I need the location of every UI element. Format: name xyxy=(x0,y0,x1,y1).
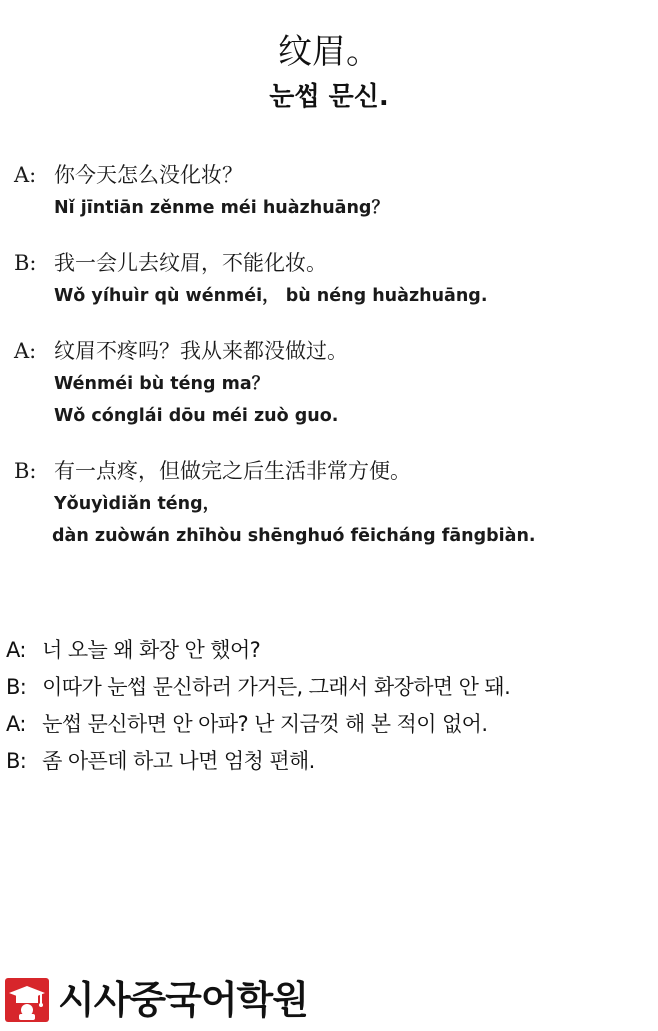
pinyin-line: Wǒ cónglái dōu méi zuò guo. xyxy=(54,406,339,426)
chinese-line xyxy=(14,158,604,192)
title-chinese: 纹眉。 xyxy=(278,32,380,72)
speaker-label: B: xyxy=(14,251,37,275)
chinese-text: 纹眉不疼吗？我从来都没做过。 xyxy=(54,339,348,363)
chinese-line xyxy=(14,246,604,280)
academy-logo xyxy=(4,974,308,1026)
korean-line xyxy=(6,632,654,669)
pinyin-line: dàn zuòwán zhīhòu shēnghuó fēicháng fāngbiàn. xyxy=(52,526,536,546)
pinyin-line: Wénméi bù téng ma？ xyxy=(54,374,270,394)
chinese-text: 有一点疼，但做完之后生活非常方便。 xyxy=(54,459,411,483)
pinyin-line: Wǒ yíhuìr qù wénméi， bù néng huàzhuāng. xyxy=(54,286,488,306)
pinyin-line: Yǒuyìdiǎn téng， xyxy=(54,494,221,514)
speaker-label: A: xyxy=(14,163,37,187)
dialogue-turn xyxy=(14,246,604,312)
speaker-label: A: xyxy=(14,339,37,363)
dialogue-turn xyxy=(14,334,604,432)
speaker-label: A: xyxy=(6,638,26,662)
speaker-label: B: xyxy=(6,749,27,773)
speaker-label: A: xyxy=(6,712,26,736)
dialogue-turn xyxy=(14,454,604,552)
chinese-text: 我一会儿去纹眉，不能化妆。 xyxy=(54,251,327,275)
chinese-line xyxy=(14,334,604,368)
korean-text: 너 오늘 왜 화장 안 했어? xyxy=(42,638,261,662)
chinese-text: 你今天怎么没化妆？ xyxy=(54,163,243,187)
academy-name: 시사중국어학원 xyxy=(58,978,308,1022)
korean-line xyxy=(6,706,654,743)
korean-translation xyxy=(6,632,654,780)
speaker-label: B: xyxy=(6,675,27,699)
chinese-dialogue xyxy=(14,158,604,566)
korean-text: 이따가 눈썹 문신하러 가거든, 그래서 화장하면 안 돼. xyxy=(42,675,511,699)
korean-text: 좀 아픈데 하고 나면 엄청 편해. xyxy=(42,749,315,773)
title-box xyxy=(246,22,412,132)
korean-line xyxy=(6,743,654,780)
graduation-cap-logo-icon xyxy=(4,977,50,1023)
korean-text: 눈썹 문신하면 안 아파? 난 지금껏 해 본 적이 없어. xyxy=(42,712,488,736)
chinese-line xyxy=(14,454,604,488)
title-korean: 눈썹 문신. xyxy=(269,82,389,112)
korean-line xyxy=(6,669,654,706)
pinyin-line: Nǐ jīntiān zěnme méi huàzhuāng？ xyxy=(54,198,389,218)
speaker-label: B: xyxy=(14,459,37,483)
dialogue-turn xyxy=(14,158,604,224)
